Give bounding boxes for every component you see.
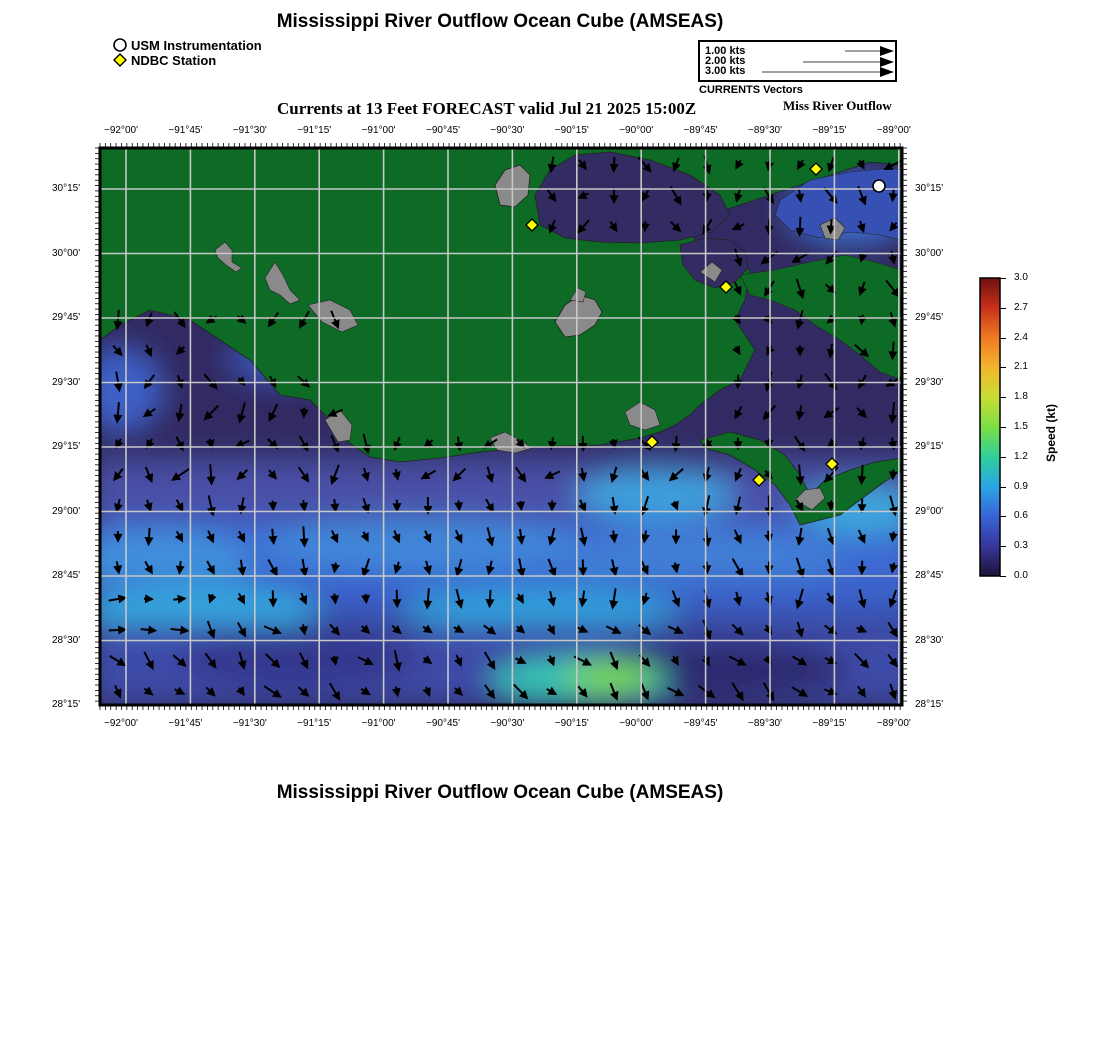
colorbar-tick-label: 0.0 xyxy=(1014,570,1028,581)
longitude-tick-label: −92°00' xyxy=(104,125,138,136)
speed-colorbar xyxy=(978,276,1002,578)
latitude-tick-label: 28°15' xyxy=(52,699,81,710)
latitude-tick-label: 29°00' xyxy=(52,505,81,517)
longitude-tick-label: −90°30' xyxy=(490,718,525,729)
longitude-tick-label: −90°00' xyxy=(619,125,654,136)
usm-station-marker xyxy=(873,180,885,192)
colorbar-tick-label: 1.5 xyxy=(1014,421,1028,432)
map-title: Mississippi River Outflow Ocean Cube (AMSEAS) xyxy=(276,11,724,32)
colorbar-tick-label: 0.6 xyxy=(1014,510,1028,522)
latitude-tick-label: 28°30' xyxy=(52,634,81,646)
longitude-tick-label: −91°30' xyxy=(232,718,267,729)
map-subtitle: Currents at 13 Feet FORECAST valid Jul 21 2025 15:00Z xyxy=(277,99,697,118)
colorbar-tick-label: 2.1 xyxy=(1014,361,1028,373)
longitude-tick-label: −90°30' xyxy=(490,125,525,136)
latitude-tick-label: 29°45' xyxy=(915,312,944,323)
colorbar-tick-label: 2.4 xyxy=(1014,331,1028,343)
longitude-tick-label: −89°15' xyxy=(812,125,847,136)
latitude-tick-label: 29°00' xyxy=(915,505,944,517)
longitude-tick-label: −90°45' xyxy=(426,125,460,136)
longitude-tick-label: −91°00' xyxy=(361,718,396,729)
latitude-tick-label: 30°00' xyxy=(52,247,81,259)
colorbar-tick-label: 3.0 xyxy=(1014,272,1028,283)
longitude-tick-label: −91°45' xyxy=(168,125,203,136)
colorbar-tick-label: 0.9 xyxy=(1014,480,1028,492)
longitude-tick-label: −90°00' xyxy=(619,718,654,729)
vector-key-label-1: 1.00 kts xyxy=(705,45,746,57)
colorbar-tick-label: 2.7 xyxy=(1014,301,1028,313)
longitude-tick-label: −89°45' xyxy=(683,125,718,136)
vector-key-caption: CURRENTS Vectors xyxy=(699,84,803,96)
latitude-tick-label: 30°15' xyxy=(52,183,81,194)
longitude-tick-label: −89°30' xyxy=(748,718,782,729)
latitude-tick-label: 28°15' xyxy=(915,699,944,710)
longitude-tick-label: −89°45' xyxy=(683,718,718,729)
latitude-tick-label: 30°00' xyxy=(915,247,944,259)
latitude-tick-label: 28°30' xyxy=(915,634,944,646)
longitude-tick-label: −91°30' xyxy=(232,125,267,136)
colorbar-label: Speed (kt) xyxy=(1044,403,1058,462)
region-label: Miss River Outflow xyxy=(783,98,892,113)
colorbar-tick-label: 0.3 xyxy=(1014,540,1028,552)
longitude-tick-label: −91°00' xyxy=(361,125,396,136)
latitude-tick-label: 28°45' xyxy=(915,570,944,581)
longitude-tick-label: −90°45' xyxy=(426,718,460,729)
longitude-tick-label: −91°45' xyxy=(168,718,203,729)
legend-usm-label: USM Instrumentation xyxy=(131,37,262,53)
longitude-tick-label: −90°15' xyxy=(554,125,589,136)
latitude-tick-label: 29°15' xyxy=(915,441,944,452)
latitude-tick-label: 28°45' xyxy=(52,570,81,581)
colorbar-tick-label: 1.2 xyxy=(1014,450,1028,462)
latitude-tick-label: 29°15' xyxy=(52,441,81,452)
latitude-tick-label: 29°30' xyxy=(915,376,944,388)
map-panel xyxy=(70,148,920,705)
longitude-tick-label: −89°30' xyxy=(748,125,782,136)
latitude-tick-label: 29°30' xyxy=(52,376,81,388)
longitude-tick-label: −89°15' xyxy=(812,718,847,729)
longitude-tick-label: −92°00' xyxy=(104,718,138,729)
vector-key-label-3: 3.00 kts xyxy=(705,65,746,77)
longitude-tick-label: −91°15' xyxy=(297,718,332,729)
longitude-tick-label: −91°15' xyxy=(297,125,332,136)
latitude-tick-label: 29°45' xyxy=(52,312,81,323)
latitude-tick-label: 30°15' xyxy=(915,183,944,194)
longitude-tick-label: −89°00' xyxy=(876,125,911,136)
colorbar-tick-label: 1.8 xyxy=(1014,391,1028,403)
longitude-tick-label: −89°00' xyxy=(876,718,911,729)
longitude-tick-label: −90°15' xyxy=(554,718,589,729)
legend-ndbc-label: NDBC Station xyxy=(131,52,217,68)
map-title-repeat: Mississippi River Outflow Ocean Cube (AMSEAS) xyxy=(276,782,724,803)
vector-key-label-2: 2.00 kts xyxy=(705,55,746,67)
